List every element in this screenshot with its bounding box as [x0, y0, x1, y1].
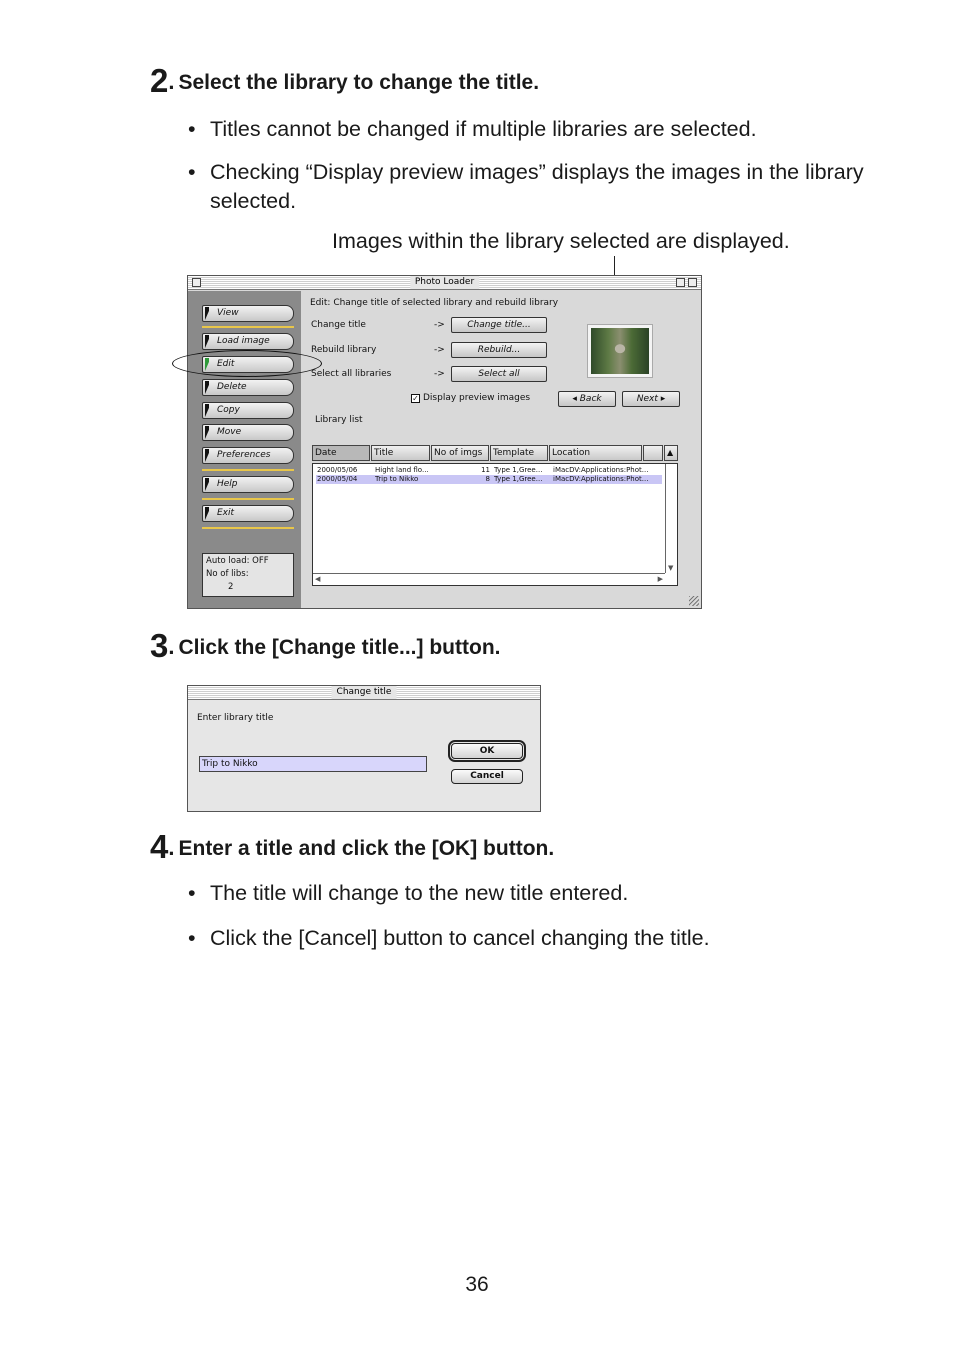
dialog-title: Change title [332, 686, 397, 699]
sidebar-button-view[interactable]: View [202, 305, 294, 322]
library-title-input[interactable]: Trip to Nikko [199, 756, 427, 772]
resize-grip-icon[interactable] [689, 596, 699, 606]
horizontal-scrollbar[interactable] [313, 573, 665, 585]
back-button[interactable]: ◂ Back [558, 391, 616, 407]
status-panel [202, 553, 294, 597]
sidebar-button-copy[interactable]: Copy [202, 402, 294, 419]
next-button[interactable]: Next ▸ [622, 391, 680, 407]
title-bar[interactable] [188, 276, 701, 290]
ok-button[interactable]: OK [451, 743, 523, 759]
libs-count-label: No of libs: [206, 569, 249, 579]
library-list-label: Library list [315, 415, 363, 425]
step-title: Select the library to change the title. [178, 71, 540, 94]
column-header-location[interactable]: Location [549, 445, 642, 461]
scroll-left-arrow-icon[interactable]: ◀ [315, 575, 321, 583]
preview-image [587, 324, 653, 378]
edit-heading: Edit: Change title of selected library and rebuild library [310, 298, 559, 308]
step-2-heading: 2. Select the library to change the title. [150, 62, 540, 99]
prompt-label: Enter library title [197, 713, 274, 723]
callout-caption: Images within the library selected are displayed. [332, 229, 790, 253]
collapse-box-icon[interactable] [688, 278, 697, 287]
sidebar-button-help[interactable]: Help [202, 476, 294, 493]
column-header-title[interactable]: Title [371, 445, 430, 461]
step-title: Click the [Change title...] button. [178, 636, 501, 659]
main-panel [302, 291, 701, 608]
step-number: 2 [150, 62, 169, 99]
sidebar-divider [202, 498, 294, 500]
column-header-template[interactable]: Template [490, 445, 548, 461]
page-number: 36 [465, 1273, 489, 1296]
auto-load-status: Auto load: OFF [206, 556, 269, 566]
sidebar [188, 291, 301, 608]
edit-highlight-ellipse [172, 350, 322, 377]
sidebar-divider [202, 469, 294, 471]
step-3-heading: 3. Click the [Change title...] button. [150, 627, 501, 664]
select-all-button[interactable]: Select all [451, 366, 547, 382]
library-list [312, 463, 678, 586]
display-preview-checkbox[interactable]: ✓ [412, 394, 419, 403]
table-row[interactable]: 2000/05/04 Trip to Nikko 8 Type 1,Gree... iMacDV:Applications:Phot... [316, 475, 662, 484]
column-header-blank [643, 445, 663, 461]
sidebar-button-exit[interactable]: Exit [202, 505, 294, 522]
sidebar-divider [202, 326, 294, 328]
arrow-icon: -> [434, 345, 445, 355]
sidebar-divider [202, 527, 294, 529]
column-header-date[interactable]: Date [312, 445, 370, 461]
rebuild-button[interactable]: Rebuild... [451, 342, 547, 358]
vertical-scrollbar[interactable] [665, 464, 677, 573]
stone-lantern-photo [591, 328, 649, 374]
photo-loader-window [187, 275, 702, 609]
bullet-item: • Checking “Display preview images” displays the images in the library selected. [188, 160, 864, 213]
change-title-button[interactable]: Change title... [451, 317, 547, 333]
bullet-item: • The title will change to the new title entered. [188, 881, 629, 905]
sidebar-button-load-image[interactable]: Load image [202, 333, 294, 350]
arrow-icon: -> [434, 320, 445, 330]
change-title-label: Change title [311, 320, 366, 330]
scroll-right-arrow-icon[interactable]: ▶ [657, 575, 663, 583]
step-title: Enter a title and click the [OK] button. [178, 837, 555, 860]
rebuild-library-label: Rebuild library [311, 345, 377, 355]
display-preview-label: Display preview images [423, 393, 531, 403]
sidebar-button-preferences[interactable]: Preferences [202, 447, 294, 464]
arrow-icon: -> [434, 369, 445, 379]
step-number: 3 [150, 627, 169, 664]
window-title: Photo Loader [410, 276, 479, 289]
scroll-up-arrow-icon[interactable]: ▲ [664, 445, 678, 461]
step-4-heading: 4. Enter a title and click the [OK] button. [150, 828, 555, 865]
table-row[interactable]: 2000/05/06 Hight land flo... 11 Type 1,Gree... iMacDV:Applications:Phot... [317, 466, 649, 474]
select-all-label: Select all libraries [311, 369, 392, 379]
zoom-box-icon[interactable] [676, 278, 685, 287]
change-title-dialog [187, 685, 541, 812]
close-box-icon[interactable] [192, 278, 201, 287]
sidebar-button-delete[interactable]: Delete [202, 379, 294, 396]
title-bar[interactable] [188, 686, 540, 700]
step-number: 4 [150, 828, 169, 865]
cancel-button[interactable]: Cancel [451, 769, 523, 784]
scroll-down-arrow-icon[interactable]: ▼ [668, 564, 674, 572]
bullet-item: • Click the [Cancel] button to cancel changing the title. [188, 926, 710, 950]
column-header-count[interactable]: No of imgs [431, 445, 489, 461]
libs-count-value: 2 [228, 582, 234, 592]
sidebar-button-move[interactable]: Move [202, 424, 294, 441]
sidebar-button-edit[interactable]: Edit [202, 356, 294, 373]
bullet-item: • Titles cannot be changed if multiple libraries are selected. [188, 117, 757, 141]
